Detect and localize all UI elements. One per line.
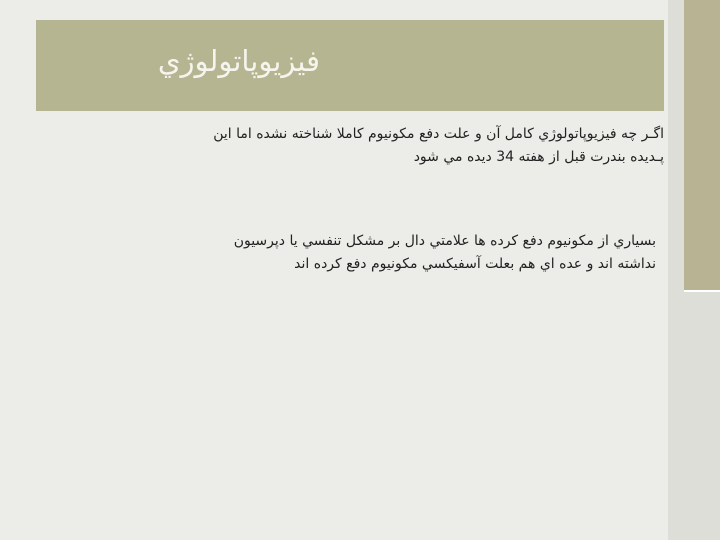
paragraph-1 (213, 123, 664, 169)
paragraph-1-line-1: اگـر چه فيزيوپاتولوژي كامل آن و علت دفع مكونيوم كاملا شناخته نشده اما اين (213, 126, 664, 142)
paragraph-2-line-2: نداشته اند و عده اي هم بعلت آسفيكسي مكونيوم دفع كرده اند (294, 256, 656, 272)
slide-title: فيزيوپاتولوژي (157, 44, 320, 78)
right-accent-divider (684, 290, 720, 540)
paragraph-1-line-2: پـديده بندرت قبل از هفته 34 ديده مي شود (413, 149, 664, 165)
title-bar (36, 20, 664, 111)
right-accent-block (684, 0, 720, 290)
paragraph-2-line-1: بسياري از مكونيوم دفع كرده ها علامتي دال بر مشكل تنفسي يا دپرسيون (233, 233, 656, 249)
paragraph-2 (234, 230, 656, 276)
